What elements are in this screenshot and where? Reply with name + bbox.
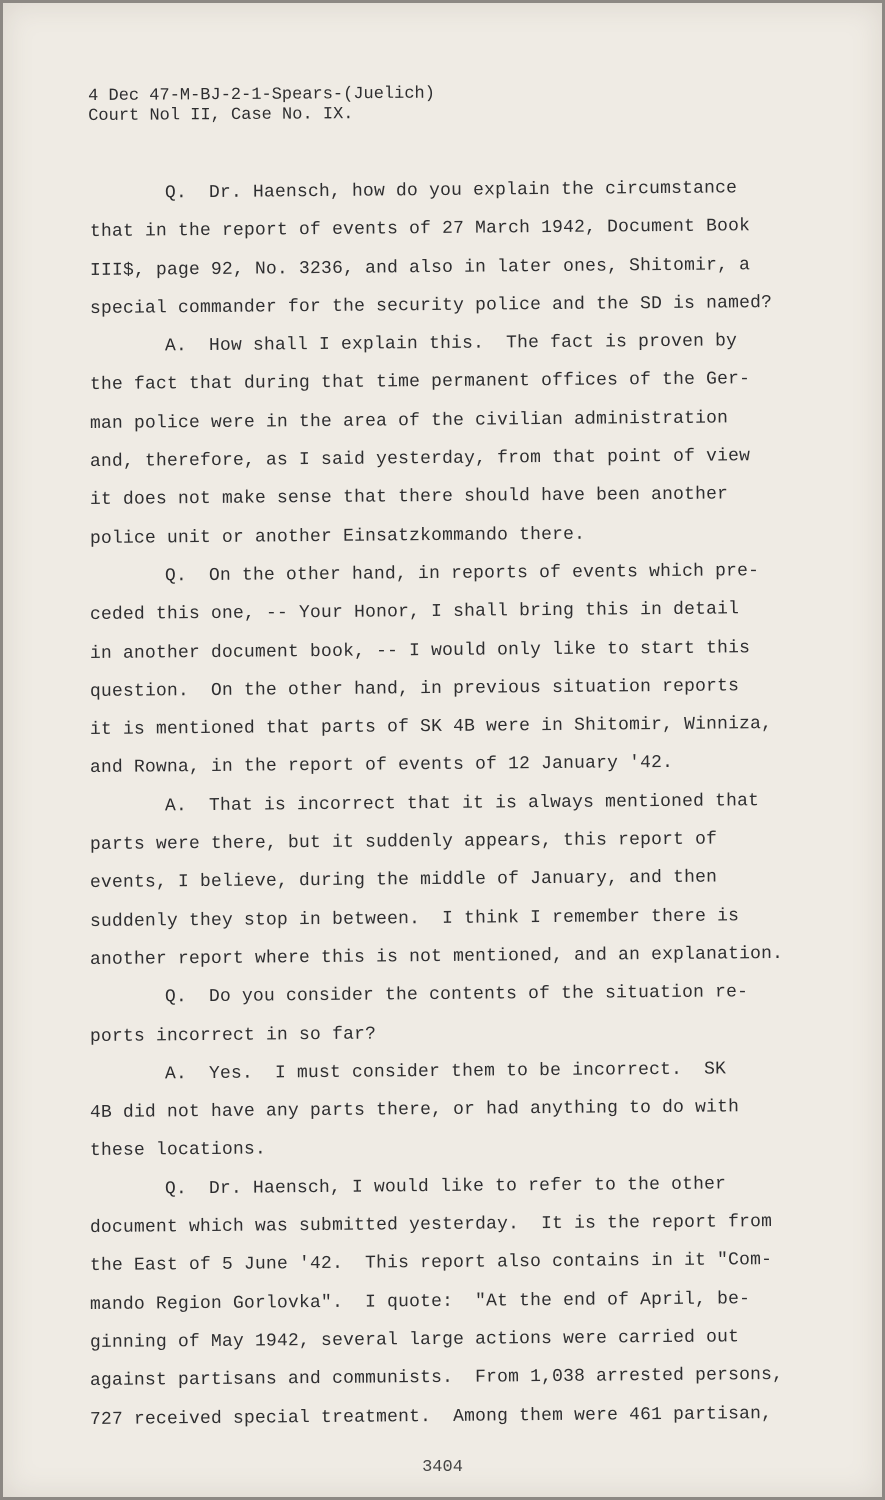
paragraph-first-line: A. How shall I explain this. The fact is proven by	[164, 331, 738, 357]
transcript-line: another report where this is not mentioned, and an explanation.	[89, 943, 784, 970]
transcript-line: that in the report of events of 27 March 1942, Document Book	[89, 216, 751, 243]
transcript-line: III$, page 92, No. 3236, and also in later ones, Shitomir, a	[89, 254, 751, 281]
transcript-line: and Rowna, in the report of events of 12 January '42.	[89, 753, 674, 779]
transcript-line: and, therefore, as I said yesterday, from that point of view	[89, 446, 751, 473]
paragraph-first-line: A. That is incorrect that it is always mentioned that	[164, 790, 760, 817]
document-header	[88, 85, 435, 127]
transcript-line: ports incorrect in so far?	[89, 1024, 377, 1047]
transcript-line: these locations.	[89, 1139, 267, 1162]
transcript-line: police unit or another Einsatzkommando there.	[89, 524, 586, 549]
transcript-line: question. On the other hand, in previous situation reports	[89, 676, 740, 702]
header-line-date: 4 Dec 47-M-BJ-2-1-Spears-(Juelich)	[88, 84, 435, 106]
transcript-line: man police were in the area of the civilian administration	[89, 408, 729, 434]
page-number: 3404	[422, 1458, 463, 1477]
transcript-body	[90, 175, 850, 1439]
transcript-line: the fact that during that time permanent offices of the Ger-	[89, 369, 751, 396]
transcript-line: ceded this one, -- Your Honor, I shall bring this in detail	[89, 599, 740, 626]
transcript-line: special commander for the security police and the SD is named?	[89, 292, 773, 319]
transcript-line: suddenly they stop in between. I think I remember there is	[89, 905, 740, 932]
header-line-court: Court Nol II, Case No. IX.	[88, 105, 354, 126]
transcript-line: ginning of May 1942, several large actions were carried out	[89, 1327, 740, 1353]
transcript-line: parts were there, but it suddenly appears, this report of	[89, 829, 718, 856]
transcript-line: it does not make sense that there should have been another	[89, 484, 729, 511]
transcript-line: in another document book, -- I would only like to start this	[89, 637, 751, 664]
transcript-line: events, I believe, during the middle of January, and then	[89, 867, 718, 894]
transcript-line: document which was submitted yesterday. It is the report from	[89, 1212, 773, 1239]
paragraph-first-line: Q. On the other hand, in reports of events which pre-	[164, 561, 760, 587]
transcript-line: 4B did not have any parts there, or had anything to do with	[89, 1097, 740, 1124]
paragraph-first-line: A. Yes. I must consider them to be incorrect. SK	[164, 1059, 727, 1085]
transcript-line: mando Region Gorlovka". I quote: "At the end of April, be-	[89, 1288, 751, 1315]
transcript-line: 727 received special treatment. Among them were 461 partisan,	[89, 1403, 773, 1430]
paragraph-first-line: Q. Dr. Haensch, how do you explain the circumstance	[164, 178, 738, 204]
paragraph-first-line: Q. Do you consider the contents of the situation re-	[164, 982, 749, 1008]
transcript-line: the East of 5 June '42. This report also contains in it "Com-	[89, 1250, 773, 1277]
transcript-line: against partisans and communists. From 1,038 arrested persons,	[89, 1365, 784, 1392]
paragraph-first-line: Q. Dr. Haensch, I would like to refer to the other	[164, 1174, 727, 1200]
transcript-line: it is mentioned that parts of SK 4B were in Shitomir, Winniza,	[89, 714, 773, 741]
